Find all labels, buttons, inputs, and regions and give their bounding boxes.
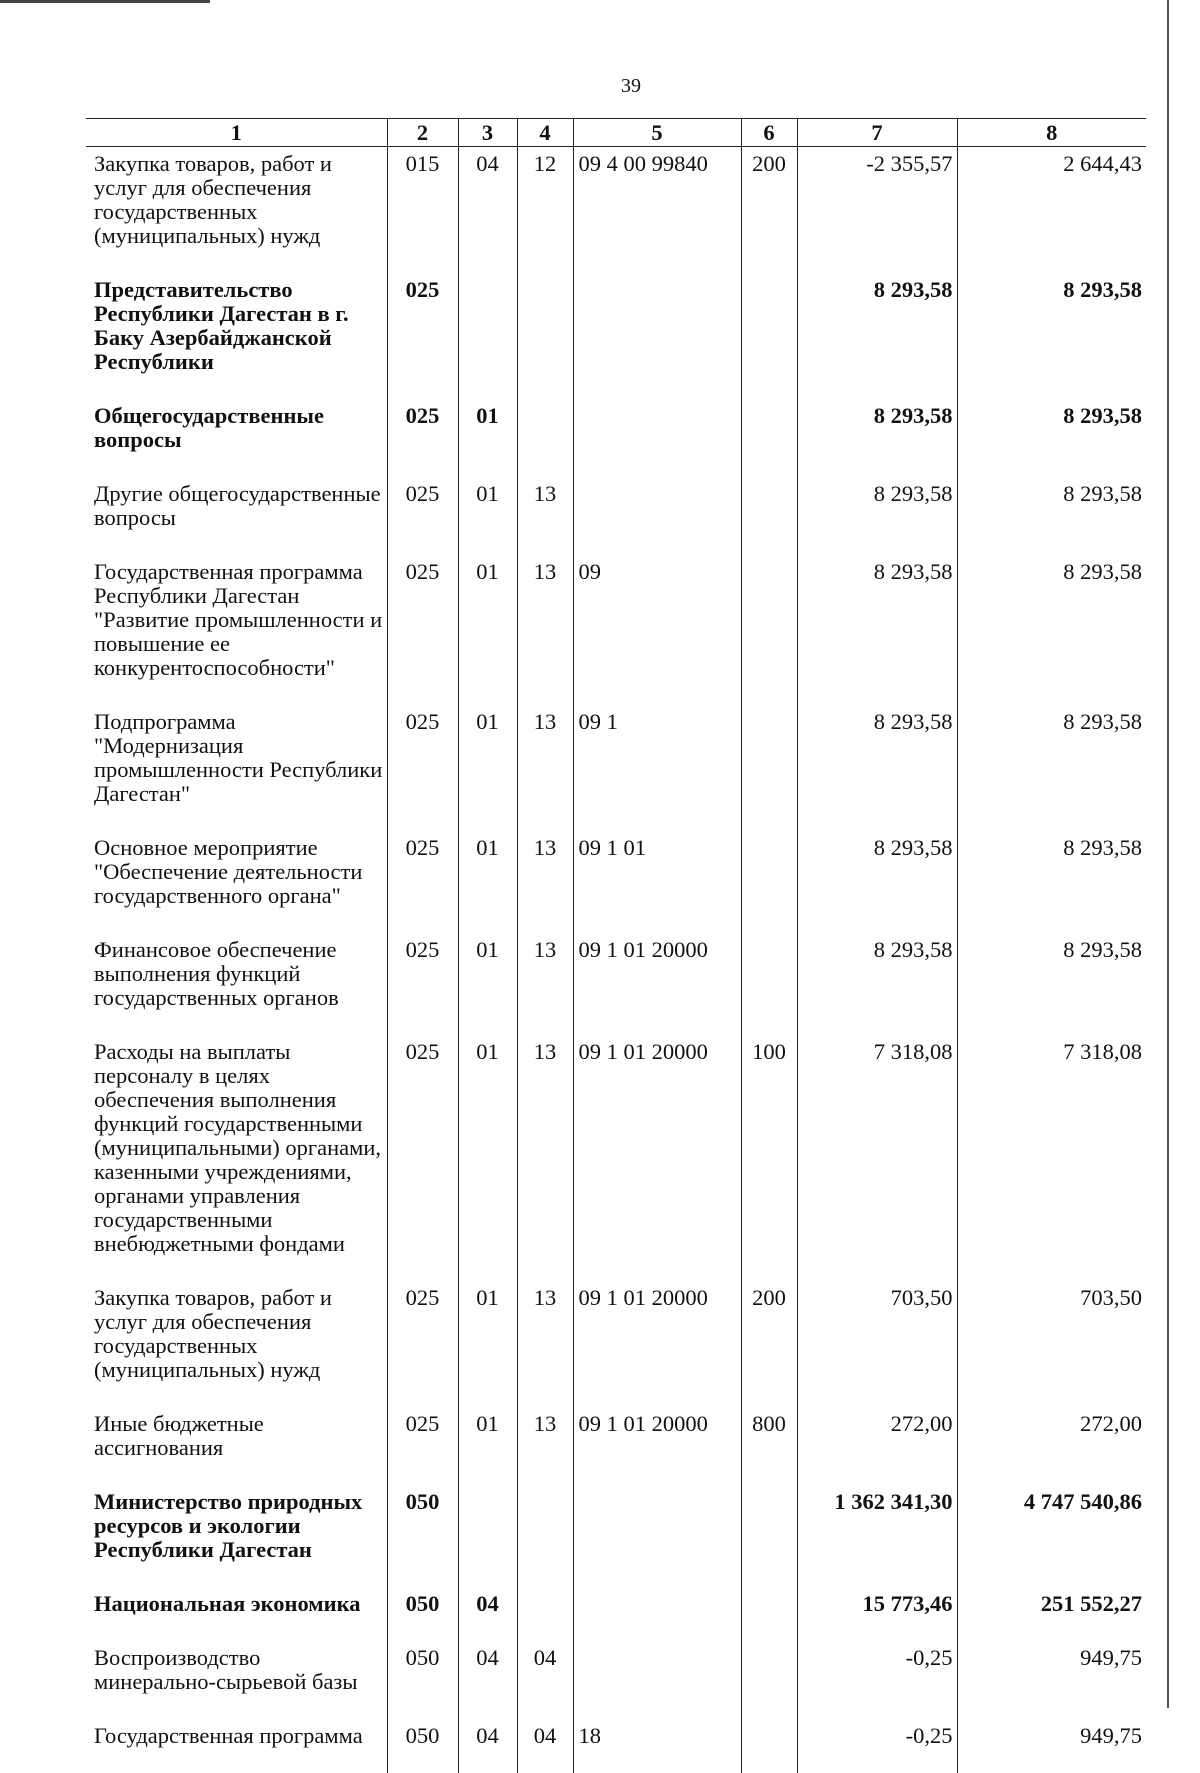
amount-total: 4 747 540,86: [957, 1485, 1146, 1587]
amount-total: 272,00: [957, 1407, 1146, 1485]
section-code: 01: [458, 705, 517, 831]
amount-total: 2 644,43: [957, 147, 1146, 274]
expense-type-code: [741, 399, 797, 477]
section-code: [458, 1485, 517, 1587]
amount-change: 8 293,58: [797, 705, 957, 831]
line-item-name: Закупка товаров, работ и услуг для обеспечения государственных (муниципальных) нужд: [86, 1281, 387, 1407]
subsection-code: 13: [517, 831, 573, 933]
amount-total: 7 318,08: [957, 1035, 1146, 1281]
table-row: [86, 705, 1146, 831]
target-article-code: [573, 1485, 741, 1587]
subsection-code: [517, 1587, 573, 1641]
line-item-name: Воспроизводство минерально-сырьевой базы: [86, 1641, 387, 1719]
amount-total: 8 293,58: [957, 399, 1146, 477]
expense-type-code: [741, 831, 797, 933]
expense-type-code: [741, 933, 797, 1035]
line-item-name: Расходы на выплаты персоналу в целях обеспечения выполнения функций государственными (муниципальными) органами, казенными учреждениями, органами управления государственными внебюджетными фондами: [86, 1035, 387, 1281]
subsection-code: [517, 399, 573, 477]
section-code: 01: [458, 555, 517, 705]
amount-change: 8 293,58: [797, 399, 957, 477]
target-article-code: 09 1 01 20000: [573, 1035, 741, 1281]
table-row: [86, 1035, 1146, 1281]
ministry-code: 025: [387, 705, 458, 831]
expense-type-code: 100: [741, 1035, 797, 1281]
amount-change: 8 293,58: [797, 555, 957, 705]
table-row: [86, 273, 1146, 399]
subsection-code: 12: [517, 147, 573, 274]
subsection-code: 04: [517, 1719, 573, 1773]
amount-change: 1 362 341,30: [797, 1485, 957, 1587]
column-header-3: 3: [458, 119, 517, 147]
expense-type-code: [741, 1641, 797, 1719]
expense-type-code: [741, 555, 797, 705]
table-row: [86, 933, 1146, 1035]
subsection-code: [517, 1485, 573, 1587]
section-code: 01: [458, 399, 517, 477]
line-item-name: Государственная программа Республики Дагестан "Развитие промышленности и повышение ее конкурентоспособности": [86, 555, 387, 705]
section-code: 01: [458, 933, 517, 1035]
expense-type-code: [741, 273, 797, 399]
expense-type-code: 200: [741, 147, 797, 274]
page-number: 39: [0, 75, 1200, 98]
table-row: [86, 1641, 1146, 1719]
scan-artifact-edge: [1167, 0, 1169, 1708]
scan-artifact-top: [0, 0, 210, 3]
target-article-code: 18: [573, 1719, 741, 1773]
expense-type-code: [741, 1485, 797, 1587]
ministry-code: 025: [387, 1281, 458, 1407]
section-code: 01: [458, 1407, 517, 1485]
target-article-code: 09: [573, 555, 741, 705]
line-item-name: Финансовое обеспечение выполнения функций государственных органов: [86, 933, 387, 1035]
expense-type-code: [741, 1719, 797, 1773]
subsection-code: 13: [517, 1407, 573, 1485]
amount-change: -2 355,57: [797, 147, 957, 274]
amount-change: 8 293,58: [797, 831, 957, 933]
column-header-6: 6: [741, 119, 797, 147]
line-item-name: Закупка товаров, работ и услуг для обеспечения государственных (муниципальных) нужд: [86, 147, 387, 274]
amount-change: -0,25: [797, 1719, 957, 1773]
subsection-code: 04: [517, 1641, 573, 1719]
amount-total: 949,75: [957, 1719, 1146, 1773]
amount-change: 15 773,46: [797, 1587, 957, 1641]
ministry-code: 025: [387, 1407, 458, 1485]
target-article-code: [573, 399, 741, 477]
section-code: 01: [458, 831, 517, 933]
line-item-name: Основное мероприятие "Обеспечение деятельности государственного органа": [86, 831, 387, 933]
line-item-name: Государственная программа: [86, 1719, 387, 1773]
ministry-code: 025: [387, 831, 458, 933]
column-header-8: 8: [957, 119, 1146, 147]
table-row: [86, 831, 1146, 933]
line-item-name: Другие общегосударственные вопросы: [86, 477, 387, 555]
expense-type-code: [741, 705, 797, 831]
budget-table: [86, 118, 1146, 1773]
expense-type-code: 200: [741, 1281, 797, 1407]
target-article-code: 09 1 01 20000: [573, 1281, 741, 1407]
section-code: 01: [458, 1035, 517, 1281]
amount-total: 8 293,58: [957, 831, 1146, 933]
amount-change: 7 318,08: [797, 1035, 957, 1281]
section-code: 01: [458, 477, 517, 555]
ministry-code: 050: [387, 1485, 458, 1587]
amount-change: -0,25: [797, 1641, 957, 1719]
amount-total: 703,50: [957, 1281, 1146, 1407]
amount-total: 8 293,58: [957, 477, 1146, 555]
expense-type-code: [741, 1587, 797, 1641]
amount-total: 8 293,58: [957, 273, 1146, 399]
subsection-code: 13: [517, 1281, 573, 1407]
target-article-code: [573, 1641, 741, 1719]
line-item-name: Подпрограмма "Модернизация промышленности Республики Дагестан": [86, 705, 387, 831]
amount-total: 8 293,58: [957, 555, 1146, 705]
table-row: [86, 1485, 1146, 1587]
table-body: [86, 147, 1146, 1773]
section-code: 01: [458, 1281, 517, 1407]
table-row: [86, 555, 1146, 705]
subsection-code: 13: [517, 1035, 573, 1281]
line-item-name: Общегосударственные вопросы: [86, 399, 387, 477]
expense-type-code: [741, 477, 797, 555]
table-row: [86, 399, 1146, 477]
ministry-code: 015: [387, 147, 458, 274]
line-item-name: Иные бюджетные ассигнования: [86, 1407, 387, 1485]
amount-change: 272,00: [797, 1407, 957, 1485]
expense-type-code: 800: [741, 1407, 797, 1485]
line-item-name: Представительство Республики Дагестан в г. Баку Азербайджанской Республики: [86, 273, 387, 399]
table-row: [86, 1407, 1146, 1485]
line-item-name: Министерство природных ресурсов и экологии Республики Дагестан: [86, 1485, 387, 1587]
ministry-code: 025: [387, 273, 458, 399]
table-row: [86, 477, 1146, 555]
ministry-code: 025: [387, 477, 458, 555]
column-header-4: 4: [517, 119, 573, 147]
ministry-code: 050: [387, 1641, 458, 1719]
subsection-code: 13: [517, 705, 573, 831]
amount-total: 8 293,58: [957, 705, 1146, 831]
target-article-code: 09 1: [573, 705, 741, 831]
table-row: [86, 1587, 1146, 1641]
ministry-code: 050: [387, 1587, 458, 1641]
section-code: [458, 273, 517, 399]
subsection-code: 13: [517, 477, 573, 555]
table-header-row: [86, 119, 1146, 147]
amount-total: 251 552,27: [957, 1587, 1146, 1641]
target-article-code: 09 1 01 20000: [573, 933, 741, 1035]
target-article-code: [573, 273, 741, 399]
target-article-code: [573, 477, 741, 555]
subsection-code: [517, 273, 573, 399]
section-code: 04: [458, 1719, 517, 1773]
ministry-code: 050: [387, 1719, 458, 1773]
column-header-5: 5: [573, 119, 741, 147]
subsection-code: 13: [517, 555, 573, 705]
section-code: 04: [458, 147, 517, 274]
column-header-2: 2: [387, 119, 458, 147]
column-header-7: 7: [797, 119, 957, 147]
table-row: [86, 1719, 1146, 1773]
amount-change: 8 293,58: [797, 477, 957, 555]
ministry-code: 025: [387, 399, 458, 477]
section-code: 04: [458, 1641, 517, 1719]
table-row: [86, 147, 1146, 274]
amount-total: 949,75: [957, 1641, 1146, 1719]
table-row: [86, 1281, 1146, 1407]
target-article-code: 09 1 01 20000: [573, 1407, 741, 1485]
amount-change: 8 293,58: [797, 933, 957, 1035]
target-article-code: 09 4 00 99840: [573, 147, 741, 274]
section-code: 04: [458, 1587, 517, 1641]
amount-change: 703,50: [797, 1281, 957, 1407]
line-item-name: Национальная экономика: [86, 1587, 387, 1641]
column-header-1: 1: [86, 119, 387, 147]
subsection-code: 13: [517, 933, 573, 1035]
ministry-code: 025: [387, 933, 458, 1035]
amount-total: 8 293,58: [957, 933, 1146, 1035]
target-article-code: 09 1 01: [573, 831, 741, 933]
amount-change: 8 293,58: [797, 273, 957, 399]
ministry-code: 025: [387, 555, 458, 705]
ministry-code: 025: [387, 1035, 458, 1281]
target-article-code: [573, 1587, 741, 1641]
